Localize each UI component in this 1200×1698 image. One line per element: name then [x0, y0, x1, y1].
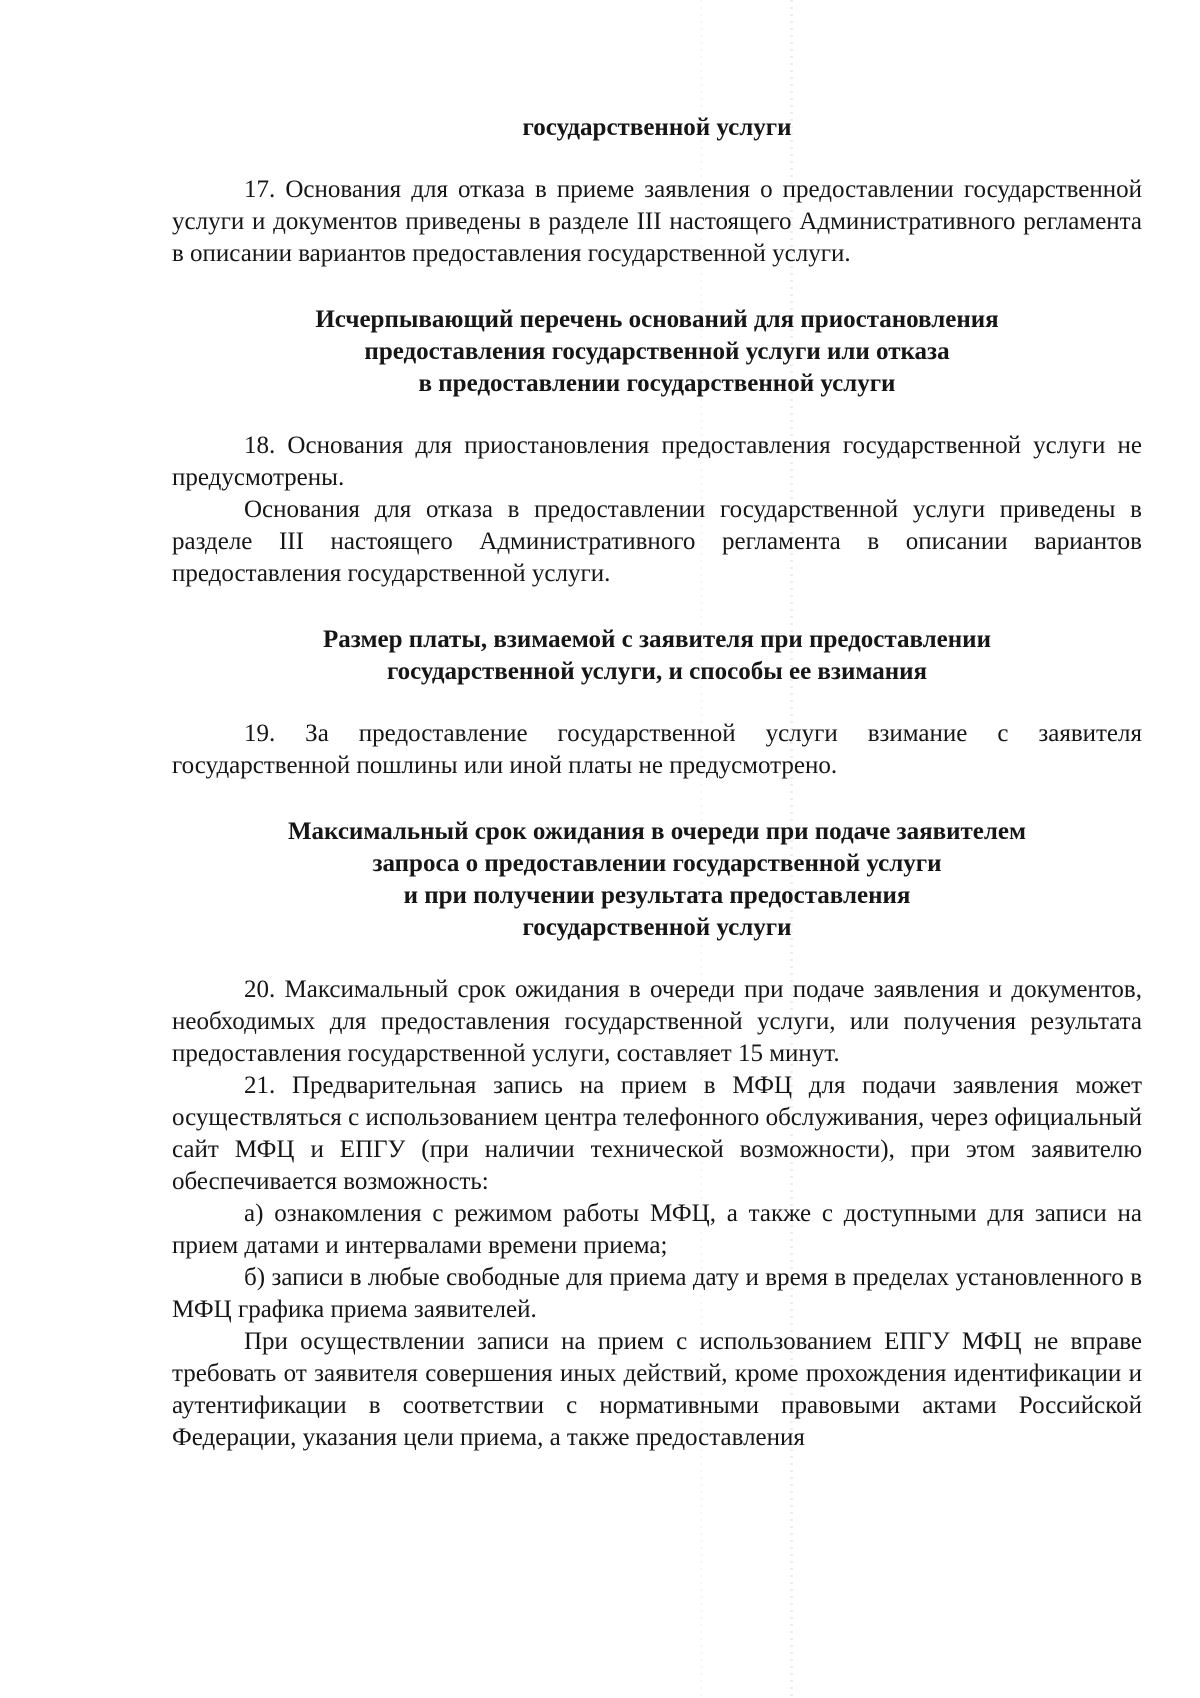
spacer — [172, 688, 1142, 718]
section-heading — [172, 112, 1142, 144]
document-page — [172, 112, 1142, 1454]
heading-line: предоставления государственной услуги или отказа — [364, 338, 950, 365]
paragraph: а) ознакомления с режимом работы МФЦ, а также с доступными для записи на прием датами и интервалами времени приема; — [172, 1200, 1142, 1259]
section-heading — [172, 816, 1142, 944]
paragraph: Основания для отказа в предоставлении государственной услуги приведены в разделе III настоящего Административного регламента в описании вариантов предоставления государственной услуги. — [172, 496, 1142, 587]
spacer — [172, 144, 1142, 174]
paragraph: б) записи в любые свободные для приема дату и время в пределах установленного в МФЦ графика приема заявителей. — [172, 1264, 1142, 1323]
heading-line: Исчерпывающий перечень оснований для приостановления — [315, 306, 999, 333]
heading-line: Размер платы, взимаемой с заявителя при предоставлении — [323, 626, 991, 653]
spacer — [172, 590, 1142, 624]
heading-line: в предоставлении государственной услуги — [418, 370, 896, 397]
paragraph: При осуществлении записи на прием с использованием ЕПГУ МФЦ не вправе требовать от заявителя совершения иных действий, кроме прохождения идентификации и аутентификации в соответствии с нормативными правовыми актами Российской Федерации, указания цели приема, а также предоставления — [172, 1328, 1142, 1451]
paragraph: 19. За предоставление государственной услуги взимание с заявителя государственной пошлины или иной платы не предусмотрено. — [172, 720, 1142, 779]
spacer — [172, 782, 1142, 816]
heading-line: государственной услуги — [522, 114, 792, 141]
spacer — [172, 270, 1142, 304]
heading-line: государственной услуги, и способы ее взимания — [386, 658, 928, 685]
section-heading — [172, 624, 1142, 688]
heading-line: запроса о предоставлении государственной услуги — [372, 850, 942, 877]
paragraph: 17. Основания для отказа в приеме заявления о предоставлении государственной услуги и документов приведены в разделе III настоящего Административного регламента в описании вариантов предоставления государственной услуги. — [172, 176, 1142, 267]
paragraph: 21. Предварительная запись на прием в МФЦ для подачи заявления может осуществляться с использованием центра телефонного обслуживания, через официальный сайт МФЦ и ЕПГУ (при наличии технической возможности), при этом заявителю обеспечивается возможность: — [172, 1072, 1142, 1195]
paragraph: 20. Максимальный срок ожидания в очереди при подаче заявления и документов, необходимых для предоставления государственной услуги, или получения результата предоставления государственной услуги, составляет 15 минут. — [172, 976, 1142, 1067]
heading-line: и при получении результата предоставления — [403, 882, 911, 909]
paragraph: 18. Основания для приостановления предоставления государственной услуги не предусмотрены. — [172, 432, 1142, 491]
heading-line: государственной услуги — [522, 914, 792, 941]
spacer — [172, 944, 1142, 974]
spacer — [172, 400, 1142, 430]
section-heading — [172, 304, 1142, 400]
heading-line: Максимальный срок ожидания в очереди при подаче заявителем — [287, 818, 1027, 845]
